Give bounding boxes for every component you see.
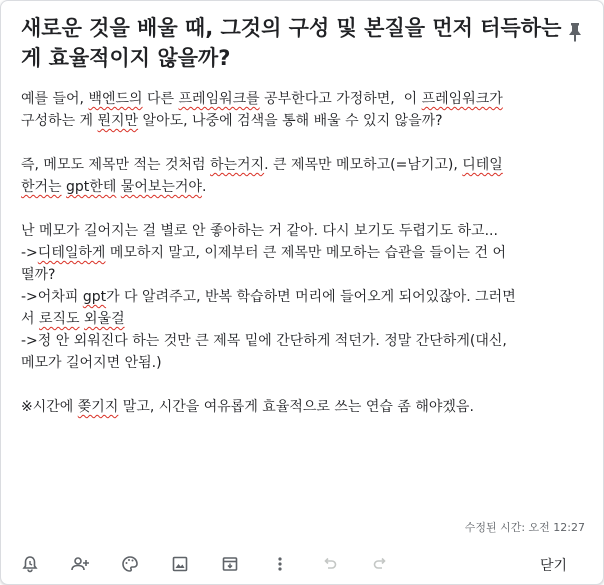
more-vert-icon[interactable] (269, 553, 291, 575)
note-body-line (21, 110, 587, 132)
note-text-segment: 말고, 시간을 여유롭게 효율적으로 쓰는 연습 좀 해야겠음. (118, 399, 474, 415)
spellcheck-flagged-word: 뭔지만 (97, 113, 139, 129)
note-text-segment: ->정 안 외워진다 하는 것만 큰 제목 밑에 간단하게 적던가. 정말 간단하게(대신, (21, 333, 507, 349)
note-text-segment: 공부한다고 가정하면, 이 (259, 91, 422, 107)
note-toolbar (1, 549, 603, 579)
note-body-line (21, 220, 587, 242)
note-text-segment: . (201, 179, 207, 195)
note-text-segment: 메모하지 말고, 이제부터 큰 제목만 메모하는 습관을 들이는 건 어 (105, 245, 506, 261)
note-body-line (21, 330, 587, 352)
spellcheck-flagged-word: gpt (82, 289, 107, 305)
spellcheck-flagged-word: 물어보는거야 (120, 179, 202, 195)
spellcheck-flagged-word: 쫒기지 (77, 399, 119, 415)
spellcheck-flagged-word: 백엔드의 (88, 91, 143, 107)
note-body-line (21, 308, 587, 330)
redo-icon[interactable] (369, 553, 391, 575)
edited-timestamp: 수정된 시간: 오전 12:27 (464, 521, 585, 534)
pin-icon[interactable] (565, 21, 585, 43)
spellcheck-flagged-word: gpt한테 (66, 179, 117, 195)
collaborator-icon[interactable] (69, 553, 91, 575)
note-body-line (21, 176, 587, 198)
note-title[interactable]: 새로운 것을 배울 때, 그것의 구성 및 본질을 먼저 터득하는 게 효율적이지 않을까? (21, 16, 569, 70)
spellcheck-flagged-word: 프레임워크가 (421, 91, 503, 107)
note-text-segment: 예를 들어, (21, 91, 89, 107)
note-text-segment: ->어차피 (21, 289, 83, 305)
note-text-segment: 구성하는 게 (21, 113, 98, 129)
spellcheck-flagged-word: 외울걸 (84, 311, 125, 327)
note-text-segment: 난 메모가 길어지는 걸 별로 안 좋아하는 거 같아. 다시 보기도 두렵기도 하고... (21, 223, 498, 239)
note-text-segment: 다른 (142, 91, 179, 107)
note-body-line (21, 154, 587, 176)
note-text-segment: 떨까? (21, 267, 56, 283)
image-icon[interactable] (169, 553, 191, 575)
reminder-bell-icon[interactable] (19, 553, 41, 575)
note-body-line (21, 286, 587, 308)
note-body[interactable] (21, 88, 587, 418)
note-body-line (21, 396, 587, 418)
note-body-line (21, 242, 587, 264)
note-body-line (21, 88, 587, 110)
archive-icon[interactable] (219, 553, 241, 575)
close-button[interactable]: 닫기 (539, 558, 567, 574)
note-text-segment: 알아도, 나중에 검색을 통해 배울 수 있지 않을까? (138, 113, 443, 129)
spellcheck-flagged-word: 디테일하게 (37, 245, 106, 261)
note-body-blank-line (21, 198, 587, 220)
note-body-line (21, 264, 587, 286)
note-text-segment: 메모가 길어지면 안됨.) (21, 355, 162, 371)
palette-icon[interactable] (119, 553, 141, 575)
spellcheck-flagged-word: 프레임워크를 (178, 91, 260, 107)
note-body-blank-line (21, 132, 587, 154)
note-text-segment: 즉, 메모도 제목만 적는 것처럼 (21, 157, 210, 173)
note-text-segment: -> (21, 245, 38, 261)
spellcheck-flagged-word: 디테일 (462, 157, 503, 173)
spellcheck-flagged-word: 한거는 (21, 179, 62, 195)
undo-icon[interactable] (319, 553, 341, 575)
spellcheck-flagged-word: 로직도 (38, 311, 80, 327)
note-text-segment: 가 다 알려주고, 반복 학습하면 머리에 들어오게 되어있잖아. 그러면 (106, 289, 516, 305)
note-text-segment: ※시간에 (21, 399, 78, 415)
note-body-blank-line (21, 374, 587, 396)
note-text-segment: . 큰 제목만 메모하고(=남기고), (264, 157, 463, 173)
spellcheck-flagged-word: 하는거지 (210, 157, 265, 173)
note-body-line (21, 352, 587, 374)
note-text-segment: 서 (21, 311, 39, 327)
